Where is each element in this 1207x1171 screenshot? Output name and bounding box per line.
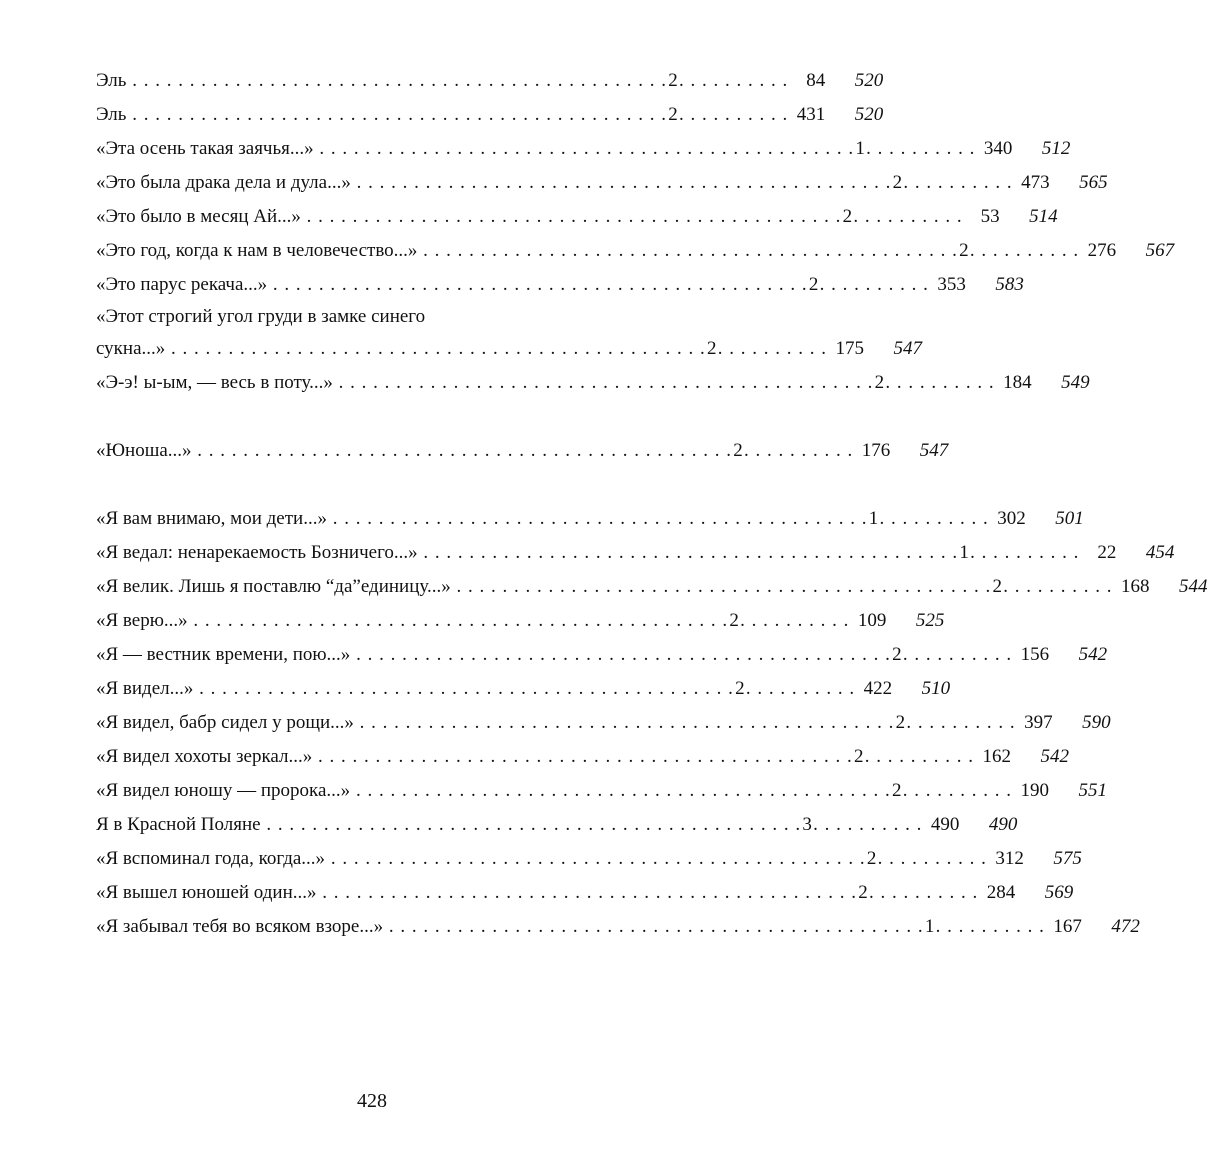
dot-leader: . . . . . . . . . .	[813, 814, 923, 835]
entry-title: «Это парус рекача...» . . . . . . . . . . . . . . . . . . . . . . . . . . . . . . . . . . . . . . . . . . . . . . .	[96, 274, 808, 295]
entry-page: 175	[835, 338, 865, 359]
index-entry	[96, 706, 1111, 740]
entry-title: Эль . . . . . . . . . . . . . . . . . . . . . . . . . . . . . . . . . . . . . . . . . . . . . . .	[96, 70, 667, 91]
entry-title: Я в Красной Поляне . . . . . . . . . . . . . . . . . . . . . . . . . . . . . . . . . . . . . . . . . . . . . . .	[96, 814, 802, 835]
entry-volume: 1	[868, 508, 879, 529]
entry-volume: 2	[707, 338, 717, 359]
page-number: 428	[357, 1090, 387, 1112]
index-entry	[96, 842, 1082, 876]
entry-page: 184	[1003, 372, 1032, 393]
dot-leader: . . . . . . . . . .	[1003, 576, 1113, 597]
index-entry	[96, 132, 1071, 166]
entry-title: «Э-э! ы-ым, — весь в поту...» . . . . . . . . . . . . . . . . . . . . . . . . . . . . . . . . . . . . . . . . . . . . . . .	[96, 372, 874, 393]
index-entry	[96, 604, 945, 638]
entry-title: «Это была драка дела и дула...» . . . . . . . . . . . . . . . . . . . . . . . . . . . . . . . . . . . . . . . . . . . . . . .	[96, 172, 892, 193]
entry-comment-page: 490	[988, 814, 1018, 835]
entry-comment-page: 514	[1029, 206, 1058, 227]
index-entry	[96, 502, 1084, 536]
entry-title: Эль . . . . . . . . . . . . . . . . . . . . . . . . . . . . . . . . . . . . . . . . . . . . . . .	[96, 104, 667, 125]
entry-volume: 2	[858, 882, 868, 903]
entry-comment-page: 547	[919, 440, 949, 461]
entry-comment-page: 525	[915, 610, 945, 631]
index-entry	[96, 64, 884, 98]
entry-title: «Эта осень такая заячья...» . . . . . . . . . . . . . . . . . . . . . . . . . . . . . . . . . . . . . . . . . . . . . . .	[96, 138, 855, 159]
entry-volume: 3	[802, 814, 812, 835]
entry-title-first-line: «Этот строгий угол груди в замке синего	[96, 306, 426, 327]
entry-comment-page: 575	[1053, 848, 1082, 869]
entry-title: «Я забывал тебя во всяком взоре...» . . . . . . . . . . . . . . . . . . . . . . . . . . . . . . . . . . . . . . . . . . . . . . .	[96, 916, 924, 937]
entry-page: 190	[1020, 780, 1049, 801]
entry-comment-page: 565	[1079, 172, 1108, 193]
index-entry	[96, 672, 951, 706]
entry-page: 22	[1097, 542, 1117, 563]
entry-comment-page: 472	[1111, 916, 1140, 937]
entry-page: 473	[1021, 172, 1050, 193]
dot-leader: . . . . . . . . . .	[879, 508, 989, 529]
entry-volume: 1	[924, 916, 935, 937]
entry-title: «Я видел, бабр сидел у рощи...» . . . . . . . . . . . . . . . . . . . . . . . . . . . . . . . . . . . . . . . . . . . . . . .	[96, 712, 895, 733]
entry-comment-page: 454	[1145, 542, 1175, 563]
entry-title: «Я ведал: ненарекаемость Бозничего...» . . . . . . . . . . . . . . . . . . . . . . . . . . . . . . . . . . . . . . . . . . . . . . .	[96, 542, 959, 563]
entry-page: 156	[1020, 644, 1050, 665]
entry-comment-page: 567	[1145, 240, 1175, 261]
entry-comment-page: 547	[893, 338, 923, 359]
entry-page: 276	[1087, 240, 1117, 261]
entry-comment-page: 542	[1040, 746, 1070, 767]
dot-leader: . . . . . . . . . .	[903, 172, 1013, 193]
entry-comment-page: 583	[995, 274, 1024, 295]
dot-leader: . . . . . . . . . .	[970, 542, 1080, 563]
dot-leader: . . . . . . . . . .	[853, 206, 963, 227]
index-entry	[96, 774, 1107, 808]
dot-leader: . . . . . . . . . .	[740, 610, 850, 631]
entry-comment-page: 501	[1055, 508, 1084, 529]
dot-leader: . . . . . . . . . .	[906, 712, 1016, 733]
entry-comment-page: 520	[854, 70, 884, 91]
entry-comment-page: 510	[921, 678, 951, 699]
entry-page: 431	[796, 104, 826, 125]
dot-leader: . . . . . . . . . .	[969, 240, 1080, 261]
index-entry	[96, 876, 1074, 910]
entry-page: 302	[997, 508, 1026, 529]
index-entry	[96, 234, 1175, 268]
entry-volume: 2	[959, 240, 969, 261]
dot-leader: . . . . . . . . . .	[678, 70, 789, 91]
dot-leader: . . . . . . . . . .	[678, 104, 789, 125]
index-entry	[96, 638, 1108, 672]
entry-volume: 2	[866, 848, 877, 869]
entry-title: «Это было в месяц Ай...» . . . . . . . . . . . . . . . . . . . . . . . . . . . . . . . . . . . . . . . . . . . . . . .	[96, 206, 842, 227]
entry-volume: 2	[891, 780, 902, 801]
entry-page: 109	[857, 610, 887, 631]
index-entry-first-line	[96, 302, 656, 332]
entry-comment-page: 569	[1044, 882, 1074, 903]
entry-volume: 1	[855, 138, 865, 159]
entry-title: «Я видел...» . . . . . . . . . . . . . . . . . . . . . . . . . . . . . . . . . . . . . . . . . . . . . . .	[96, 678, 734, 699]
entry-page: 284	[986, 882, 1016, 903]
index-entry	[96, 366, 1090, 400]
entry-comment-page: 590	[1082, 712, 1111, 733]
dot-leader: . . . . . . . . . .	[864, 746, 975, 767]
entry-page: 53	[980, 206, 1000, 227]
entry-title: «Я видел юношу — пророка...» . . . . . . . . . . . . . . . . . . . . . . . . . . . . . . . . . . . . . . . . . . . . . . .	[96, 780, 891, 801]
entry-page: 162	[982, 746, 1012, 767]
entry-title: «Я велик. Лишь я поставлю “да”единицу...» . . . . . . . . . . . . . . . . . . . . . . . . . . . . . . . . . . . . . . . . . . . . . . .	[96, 576, 992, 597]
entry-volume: 2	[992, 576, 1002, 597]
entry-page: 490	[930, 814, 960, 835]
index-entry	[96, 536, 1175, 570]
entry-title: сукна...» . . . . . . . . . . . . . . . . . . . . . . . . . . . . . . . . . . . . . . . . . . . . . . .	[96, 338, 706, 359]
entry-page: 397	[1024, 712, 1053, 733]
entry-page: 422	[863, 678, 893, 699]
dot-leader: . . . . . . . . . .	[877, 848, 987, 869]
entry-page: 176	[861, 440, 891, 461]
entry-title: «Я вам внимаю, мои дети...» . . . . . . . . . . . . . . . . . . . . . . . . . . . . . . . . . . . . . . . . . . . . . . .	[96, 508, 868, 529]
entry-title: «Я вспоминал года, когда...» . . . . . . . . . . . . . . . . . . . . . . . . . . . . . . . . . . . . . . . . . . . . . . .	[96, 848, 866, 869]
entry-comment-page: 549	[1061, 372, 1090, 393]
index-entry	[96, 570, 1207, 604]
entry-page: 84	[806, 70, 826, 91]
entry-volume: 2	[668, 104, 678, 125]
entry-comment-page: 520	[854, 104, 884, 125]
entry-title: «Это год, когда к нам в человечество...» . . . . . . . . . . . . . . . . . . . . . . . . . . . . . . . . . . . . . . . . . . . . . . .	[96, 240, 958, 261]
entry-volume: 2	[729, 610, 739, 631]
entry-volume: 2	[733, 440, 743, 461]
entry-page: 168	[1120, 576, 1150, 597]
index-entry	[96, 434, 949, 468]
entry-comment-page: 551	[1078, 780, 1107, 801]
entry-page: 353	[937, 274, 966, 295]
entry-volume: 2	[895, 712, 906, 733]
entry-volume: 2	[735, 678, 745, 699]
dot-leader: . . . . . . . . . .	[819, 274, 929, 295]
entry-page: 312	[995, 848, 1024, 869]
dot-leader: . . . . . . . . . .	[717, 338, 828, 359]
entry-page: 340	[983, 138, 1013, 159]
entry-title: «Я — вестник времени, пою...» . . . . . . . . . . . . . . . . . . . . . . . . . . . . . . . . . . . . . . . . . . . . . . .	[96, 644, 891, 665]
entry-volume: 1	[959, 542, 969, 563]
entry-comment-page: 544	[1178, 576, 1207, 597]
index-entry	[96, 740, 1070, 774]
index-list	[96, 64, 1207, 944]
entry-volume: 2	[854, 746, 864, 767]
entry-comment-page: 512	[1041, 138, 1071, 159]
entry-volume: 2	[892, 644, 902, 665]
index-entry	[96, 332, 923, 366]
entry-title: «Я вышел юношей один...» . . . . . . . . . . . . . . . . . . . . . . . . . . . . . . . . . . . . . . . . . . . . . . .	[96, 882, 858, 903]
index-entry	[96, 166, 1108, 200]
entry-volume: 2	[874, 372, 885, 393]
entry-volume: 2	[668, 70, 678, 91]
dot-leader: . . . . . . . . . .	[902, 780, 1012, 801]
dot-leader: . . . . . . . . . .	[902, 644, 1013, 665]
entry-title: «Юноша...» . . . . . . . . . . . . . . . . . . . . . . . . . . . . . . . . . . . . . . . . . . . . . . .	[96, 440, 733, 461]
index-entry	[96, 200, 1058, 234]
entry-title: «Я видел хохоты зеркал...» . . . . . . . . . . . . . . . . . . . . . . . . . . . . . . . . . . . . . . . . . . . . . . .	[96, 746, 853, 767]
index-entry	[96, 808, 1018, 842]
dot-leader: . . . . . . . . . .	[935, 916, 1045, 937]
index-entry	[96, 910, 1140, 944]
dot-leader: . . . . . . . . . .	[744, 440, 854, 461]
entry-volume: 2	[842, 206, 853, 227]
entry-volume: 2	[892, 172, 903, 193]
entry-title: «Я верю...» . . . . . . . . . . . . . . . . . . . . . . . . . . . . . . . . . . . . . . . . . . . . . . .	[96, 610, 729, 631]
dot-leader: . . . . . . . . . .	[866, 138, 976, 159]
dot-leader: . . . . . . . . . .	[885, 372, 995, 393]
entry-comment-page: 542	[1078, 644, 1108, 665]
entry-page: 167	[1053, 916, 1082, 937]
dot-leader: . . . . . . . . . .	[869, 882, 979, 903]
index-entry	[96, 98, 884, 132]
entry-volume: 2	[808, 274, 819, 295]
index-entry	[96, 268, 1024, 302]
dot-leader: . . . . . . . . . .	[745, 678, 856, 699]
